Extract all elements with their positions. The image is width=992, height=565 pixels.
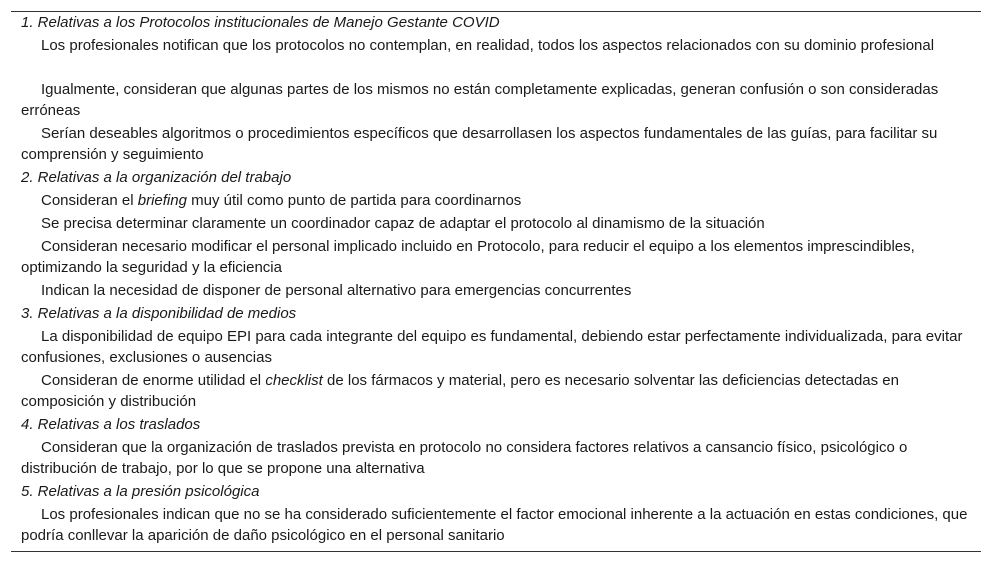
item-text-post: de los fármacos y material, pero es necesario solventar las deficiencias detectadas en composición y distribución: [21, 372, 899, 410]
item-text-post: muy útil como punto de partida para coordinarnos: [186, 192, 522, 209]
section-heading: 4. Relativas a los traslados: [21, 416, 201, 433]
list-item: Indican la necesidad de disponer de personal alternativo para emergencias concurrentes: [41, 282, 632, 299]
list-item: Igualmente, consideran que algunas partes de los mismos no están completamente explicadas, generan confusión o son consideradas erróneas: [21, 81, 939, 119]
list-item: Consideran que la organización de traslados prevista en protocolo no considera factores relativos a cansancio físico, psicológico o distribución de trabajo, por lo que se propone una alternativa: [21, 439, 908, 477]
section-heading: 3. Relativas a la disponibilidad de medios: [21, 305, 297, 322]
findings-table: [11, 11, 981, 552]
list-item: Los profesionales indican que no se ha considerado suficientemente el factor emocional inherente a la actuación en estas condiciones, que podría conllevar la aparición de daño psicológico en el personal sanitario: [21, 506, 968, 544]
item-text-pre: Consideran el: [41, 192, 138, 209]
list-item: [21, 190, 971, 211]
list-item: [21, 370, 971, 412]
item-text-emphasis: briefing: [137, 192, 187, 209]
list-item: La disponibilidad de equipo EPI para cada integrante del equipo es fundamental, debiendo estar perfectamente individualizada, para evitar confusiones, exclusiones o ausencias: [21, 328, 963, 366]
section-heading: 5. Relativas a la presión psicológica: [21, 483, 260, 500]
list-item: Se precisa determinar claramente un coordinador capaz de adaptar el protocolo al dinamismo de la situación: [41, 215, 765, 232]
section-heading: 2. Relativas a la organización del trabajo: [21, 169, 292, 186]
section-heading: 1. Relativas a los Protocolos institucionales de Manejo Gestante COVID: [21, 14, 500, 31]
list-item: Los profesionales notifican que los protocolos no contemplan, en realidad, todos los aspectos relacionados con su dominio profesional: [41, 37, 935, 54]
list-item: Consideran necesario modificar el personal implicado incluido en Protocolo, para reducir el equipo a los elementos imprescindibles, optimizando la seguridad y la eficiencia: [21, 238, 915, 276]
item-text-pre: Consideran de enorme utilidad el: [41, 372, 266, 389]
item-text-emphasis: checklist: [265, 372, 323, 389]
list-item: Serían deseables algoritmos o procedimientos específicos que desarrollasen los aspectos fundamentales de las guías, para facilitar su comprensión y seguimiento: [21, 125, 938, 163]
